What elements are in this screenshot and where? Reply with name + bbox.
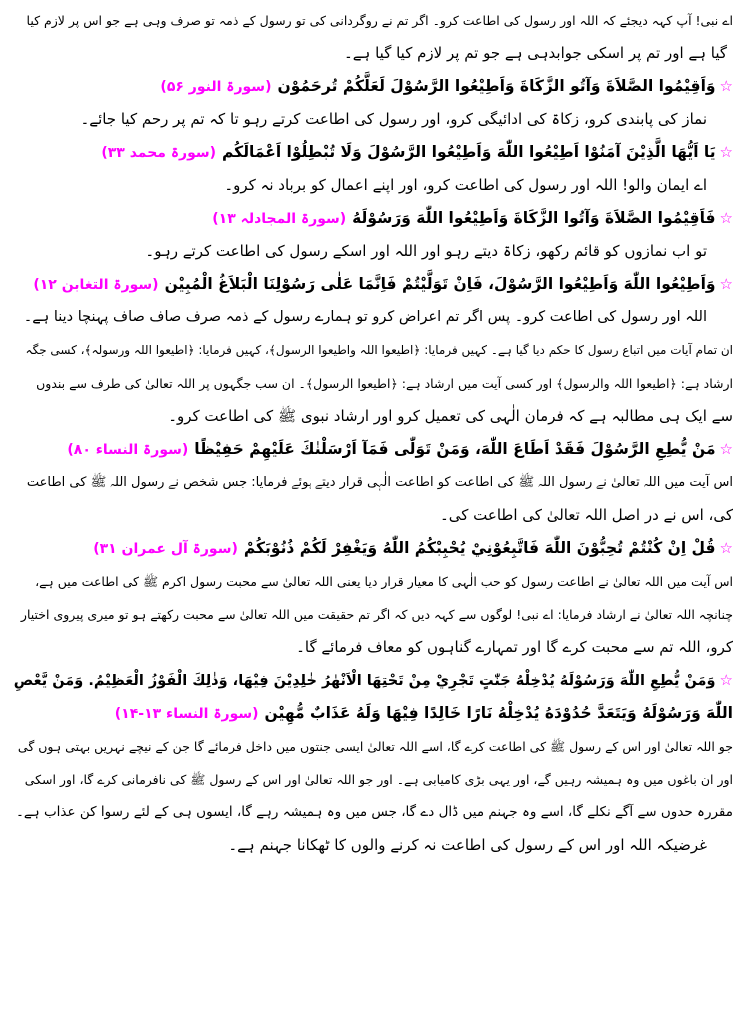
- text-line: ان تمام آیات میں اتباع رسول کا حکم دیا گیا ہے۔ کہیں فرمایا: ﴿اطیعوا اللہ واطیعوا الرسول﴾، کہیں فرمایا: ﴿اطیعوا اللہ ورسولہ﴾، کسی جگہ: [25, 343, 733, 357]
- verse-line: [14, 697, 733, 730]
- star-icon: ☆: [719, 539, 733, 557]
- verse-text: وَمَنْ يُّطِعِ اللّٰهَ وَرَسُوْلَهُ يُدْخِلْهُ جَنّٰتٍ تَجْرِيْ مِنْ تَحْتِهَا الْاَنْهٰرُ خٰلِدِيْنَ فِيْهَا، وَذٰلِكَ الْفَوْزُ الْعَظِيْمُ. وَمَنْ يَّعْصِ: [14, 673, 716, 689]
- verse-line: [14, 664, 733, 697]
- verse-text: مَنْ يُّطِعِ الرَّسُوْلَ فَقَدْ اَطَاعَ اللّٰهَ، وَمَنْ تَوَلّٰى فَمَآ اَرْسَلْنٰكَ عَلَيْهِمْ حَفِيْظًا: [194, 440, 716, 458]
- text-line: ارشاد ہے: ﴿اطیعوا اللہ والرسول﴾ اور کسی آیت میں ارشاد ہے: ﴿اطیعوا الرسول﴾۔ ان سب جگہوں پر اللہ تعالیٰ کی طرف سے بندوں: [36, 376, 733, 391]
- text-line: سے ایک ہی مطالبہ ہے کہ فرمان الٰہی کی تعمیل کرو اور ارشاد نبوی ﷺ کی اطاعت کرو۔: [168, 407, 733, 425]
- verse-line: [14, 202, 733, 235]
- verse-text: فَاَقِيْمُوا الصَّلاَةَ وَآتُوا الزَّكَاةَ وَاَطِيْعُوا اللّٰهَ وَرَسُوْلَهُ: [352, 209, 716, 227]
- verse-line: [14, 70, 733, 103]
- verse-block-al-mujadilah: [14, 202, 733, 268]
- verse-line: [14, 136, 733, 169]
- verse-text: يَا اَيُّهَا الَّذِيْنَ آمَنُوْا اَطِيْعُوا اللّٰهَ وَاَطِيْعُوا الرَّسُوْلَ وَلَا تُبْطِلُوْا اَعْمَالَكُم: [222, 143, 716, 161]
- translation-line: جو اللہ تعالیٰ اور اس کے رسول ﷺ کی اطاعت کرے گا، اسے اللہ تعالیٰ ایسی جنتوں میں داخل فرمائے گا جن کے نیچے نہریں بہتی ہوں گی: [17, 739, 733, 754]
- verse-block-an-nisa-80: [14, 433, 733, 532]
- surah-reference: (سورۃ التغابن ۱۲): [33, 277, 159, 293]
- surah-reference: (سورۃ النور ۵۶): [160, 79, 272, 95]
- star-icon: ☆: [719, 77, 733, 95]
- surah-reference: (سورۃ النساء ۸۰): [67, 442, 189, 458]
- star-icon: ☆: [719, 209, 733, 227]
- star-icon: ☆: [719, 143, 733, 161]
- verse-text: اللّٰهَ وَرَسُوْلَهُ وَيَتَعَدَّ حُدُوْدَهُ يُدْخِلْهُ نَارًا خَالِدًا فِيْهَا وَلَهُ عَذَابٌ مُّهِيْن: [264, 704, 733, 722]
- translation-line: اور ان باغوں میں وہ ہمیشہ رہیں گے، اور یہی بڑی کامیابی ہے۔ اور جو اللہ تعالیٰ اور اس کے رسول ﷺ کی نافرمانی کرے گا، اور اسکی: [24, 772, 733, 787]
- translation-line: چنانچہ اللہ تعالیٰ نے ارشاد فرمایا: اے نبی! لوگوں سے کہہ دیں کہ اگر تم حقیقت میں اللہ تعالیٰ سے محبت رکھتے ہو تو میری پیروی اختیار: [20, 607, 733, 622]
- translation-line: مقررہ حدوں سے آگے نکلے گا، اسے وہ جہنم میں ڈال دے گا، جس میں وہ ہمیشہ رہے گا، ایسوں ہی کے لئے رسوا کن عذاب ہے۔: [15, 804, 733, 820]
- text-line: اے نبی! آپ کہہ دیجئے کہ اللہ اور رسول کی اطاعت کرو۔ اگر تم نے روگردانی کی تو رسول کے ذمہ تو صرف وہی ہے جو اس پر لازم کیا: [26, 13, 733, 28]
- translation-line: نماز کی پابندی کرو، زکاۃ کی ادائیگی کرو، اور رسول کی اطاعت کرتے رہو تا کہ تم پر رحم کیا جائے۔: [80, 110, 707, 128]
- verse-line: [14, 532, 733, 565]
- verse-text: وَاَطِيْعُوا اللّٰهَ وَاَطِيْعُوا الرَّسُوْلَ، فَاِنْ تَوَلَّيْتُمْ فَاِنَّمَا عَلٰى رَسُوْلِنَا الْبَلاَغُ الْمُبِيْن: [164, 275, 716, 293]
- surah-reference: (سورۃ محمد ۳۳): [101, 145, 217, 161]
- translation-line: کرو، اللہ تم سے محبت کرے گا اور تمہارے گناہوں کو معاف فرمائے گا۔: [296, 638, 733, 656]
- translation-line: اس آیت میں اللہ تعالیٰ نے اطاعت رسول کو حب الٰہی کا معیار قرار دیا یعنی اللہ تعالیٰ سے محبت رسول اکرم ﷺ کی اطاعت میں ہے،: [35, 574, 733, 589]
- translation-line: اے ایمان والو! اللہ اور رسول کی اطاعت کرو، اور اپنے اعمال کو برباد نہ کرو۔: [224, 176, 707, 194]
- surah-reference: (سورۃ النساء ۱۳-۱۴): [114, 706, 259, 722]
- verse-line: [14, 433, 733, 466]
- verse-block-at-taghabun: [14, 268, 733, 334]
- verse-line: [14, 268, 733, 301]
- translation-line: غرضیکہ اللہ اور اس کے رسول کی اطاعت نہ کرنے والوں کا ٹھکانا جہنم ہے۔: [228, 836, 707, 854]
- surah-reference: (سورۃ آل عمران ۳۱): [93, 541, 238, 557]
- star-icon: ☆: [719, 671, 733, 689]
- verse-block-al-nur: [14, 70, 733, 136]
- text-line: گیا ہے اور تم پر اسکی جوابدہی ہے جو تم پر لازم کیا گیا ہے۔: [343, 44, 727, 62]
- intro-paragraph: [14, 4, 733, 70]
- verse-block-al-imran: [14, 532, 733, 664]
- translation-line: کی، اس نے در اصل اللہ تعالیٰ کی اطاعت کی۔: [439, 506, 733, 524]
- translation-line: اس آیت میں اللہ تعالیٰ نے رسول اللہ ﷺ کی اطاعت کو اطاعت الٰہی قرار دیتے ہوئے فرمایا: جس شخص نے رسول اللہ ﷺ کی اطاعت: [26, 475, 733, 490]
- verse-block-an-nisa-13-14: [14, 664, 733, 862]
- commentary-paragraph: [14, 334, 733, 433]
- verse-text: وَاَقِيْمُوا الصَّلاَةَ وَآتُو الزَّكَاةَ وَاَطِيْعُوا الرَّسُوْلَ لَعَلَّكُمْ تُرحَمُوْن: [277, 77, 716, 95]
- verse-text: قُلْ اِنْ كُنْتُمْ تُحِبُّوْنَ اللّٰهَ فَاتَّبِعُوْنِيْ يُحْبِبْكُمُ اللّٰهُ وَيَغْفِرْ لَكُمْ ذُنُوْبَكُمْ: [243, 539, 716, 557]
- translation-line: اللہ اور رسول کی اطاعت کرو۔ پس اگر تم اعراض کرو تو ہمارے رسول کے ذمہ صرف صاف صاف پہنچا دینا ہے۔: [23, 309, 707, 325]
- star-icon: ☆: [719, 440, 733, 458]
- translation-line: تو اب نمازوں کو قائم رکھو، زکاۃ دیتے رہو اور اللہ اور اسکے رسول کی اطاعت کرتے رہو۔: [145, 242, 707, 260]
- star-icon: ☆: [719, 275, 733, 293]
- verse-block-muhammad: [14, 136, 733, 202]
- surah-reference: (سورۃ المجادلہ ۱۳): [212, 211, 347, 227]
